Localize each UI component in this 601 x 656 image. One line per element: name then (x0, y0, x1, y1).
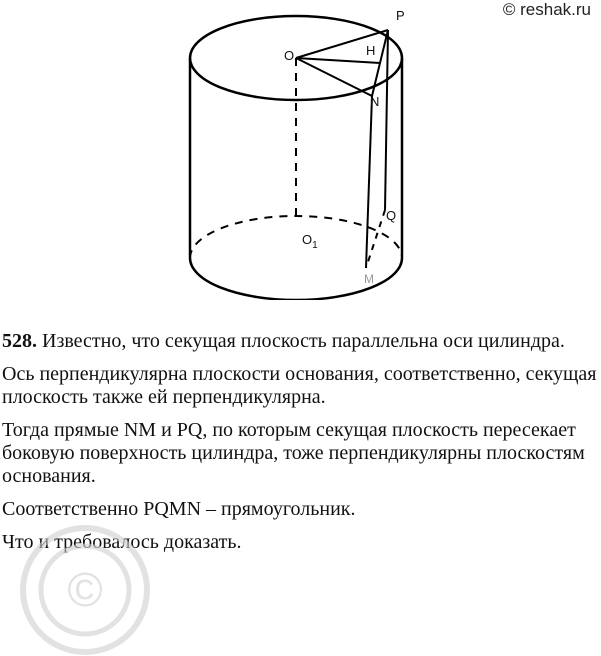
label-H: H (366, 43, 376, 58)
cylinder-figure (0, 0, 601, 300)
edge-PQ-visible (385, 30, 388, 210)
label-N: N (370, 94, 380, 109)
site-watermark: © reshak.ru (502, 0, 591, 19)
problem-number: 528. (2, 330, 37, 352)
label-O: O (284, 48, 295, 63)
label-P: P (396, 8, 405, 23)
paragraph-4: Соответственно PQMN – прямоугольник. (2, 498, 356, 520)
label-O1: $O_1$ (302, 232, 318, 251)
paragraph-3: Тогда прямые NM и PQ, по которым секущая плоскость пересекает боковую поверхность цилиндра, тоже перпендикулярны плоскостям основания. (2, 419, 585, 487)
segment-OH (296, 58, 380, 63)
paragraph-1: 528. Известно, что секущая плоскость параллельна оси цилиндра. (2, 330, 565, 352)
paragraph-2: Ось перпендикулярна плоскости основания, соответственно, секущая плоскость также ей перпендикулярна. (2, 363, 597, 408)
svg-text:©: © (67, 564, 103, 617)
solution-text (2, 330, 600, 564)
edge-NM (366, 96, 372, 268)
label-M: M (364, 272, 374, 286)
cylinder-diagram (0, 0, 601, 300)
label-Q: Q (386, 208, 397, 223)
bottom-base-back (190, 216, 402, 258)
paragraph-5: Что и требовалось доказать. (2, 531, 242, 553)
edge-QM-hidden (366, 210, 385, 268)
segment-ON (296, 58, 372, 96)
